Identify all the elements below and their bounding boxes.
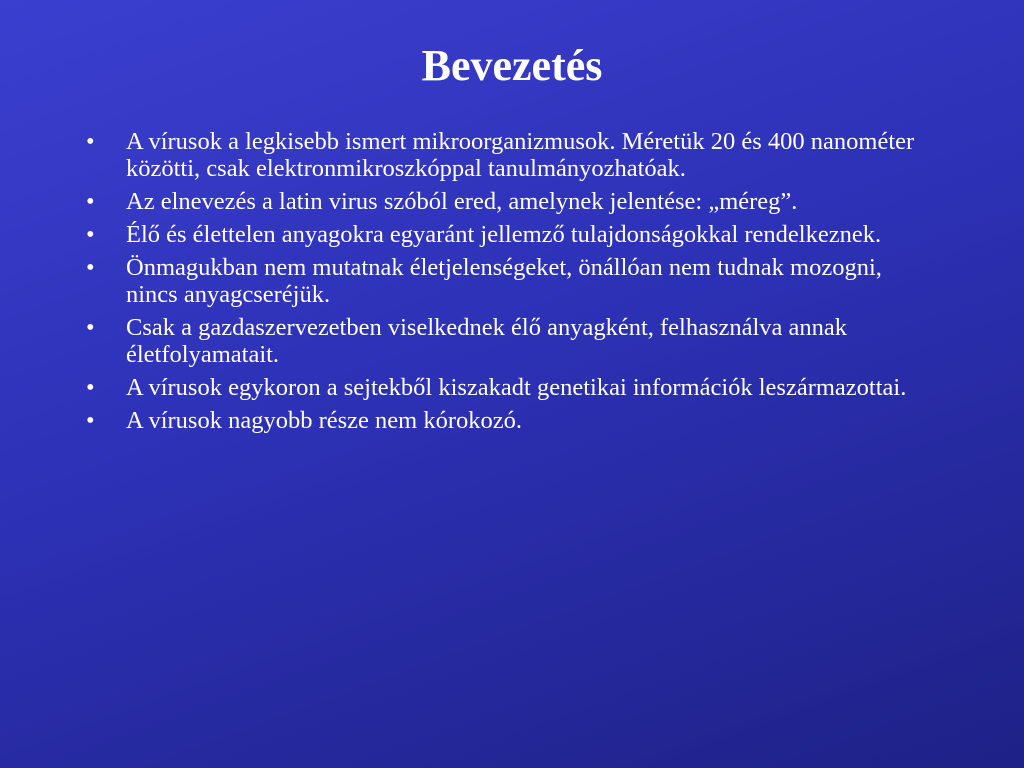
bullet-dot-icon: •	[86, 221, 95, 248]
bullet-dot-icon: •	[86, 128, 95, 155]
bullet-item	[86, 254, 936, 308]
bullet-dot-icon: •	[86, 314, 95, 341]
bullet-dot-icon: •	[86, 374, 95, 401]
bullet-dot-icon: •	[86, 254, 95, 281]
bullet-dot-icon: •	[86, 188, 95, 215]
bullet-text: Az elnevezés a latin virus szóból ered, amelynek jelentése: „méreg”.	[126, 188, 798, 215]
bullet-item	[86, 188, 936, 215]
bullet-text: Csak a gazdaszervezetben viselkednek élő anyagként, felhasználva annak életfolyamatait.	[126, 314, 848, 368]
bullet-dot-icon: •	[86, 407, 95, 434]
bullet-item	[86, 221, 936, 248]
bullet-item	[86, 128, 936, 182]
bullet-text: Önmagukban nem mutatnak életjelenségeket, önállóan nem tudnak mozogni, nincs anyagcseréjük.	[126, 254, 882, 308]
bullet-text: A vírusok a legkisebb ismert mikroorganizmusok. Méretük 20 és 400 nanométer közötti, csak elektronmikroszkóppal tanulmányozhatóak.	[126, 128, 915, 182]
bullet-item	[86, 314, 936, 368]
bullet-list	[86, 128, 936, 440]
bullet-text: Élő és élettelen anyagokra egyaránt jellemző tulajdonságokkal rendelkeznek.	[126, 221, 882, 248]
bullet-item	[86, 407, 936, 434]
slide-title: Bevezetés	[421, 41, 603, 90]
bullet-item	[86, 374, 936, 401]
bullet-text: A vírusok egykoron a sejtekből kiszakadt genetikai információk leszármazottai.	[126, 374, 907, 401]
bullet-text: A vírusok nagyobb része nem kórokozó.	[126, 407, 522, 434]
